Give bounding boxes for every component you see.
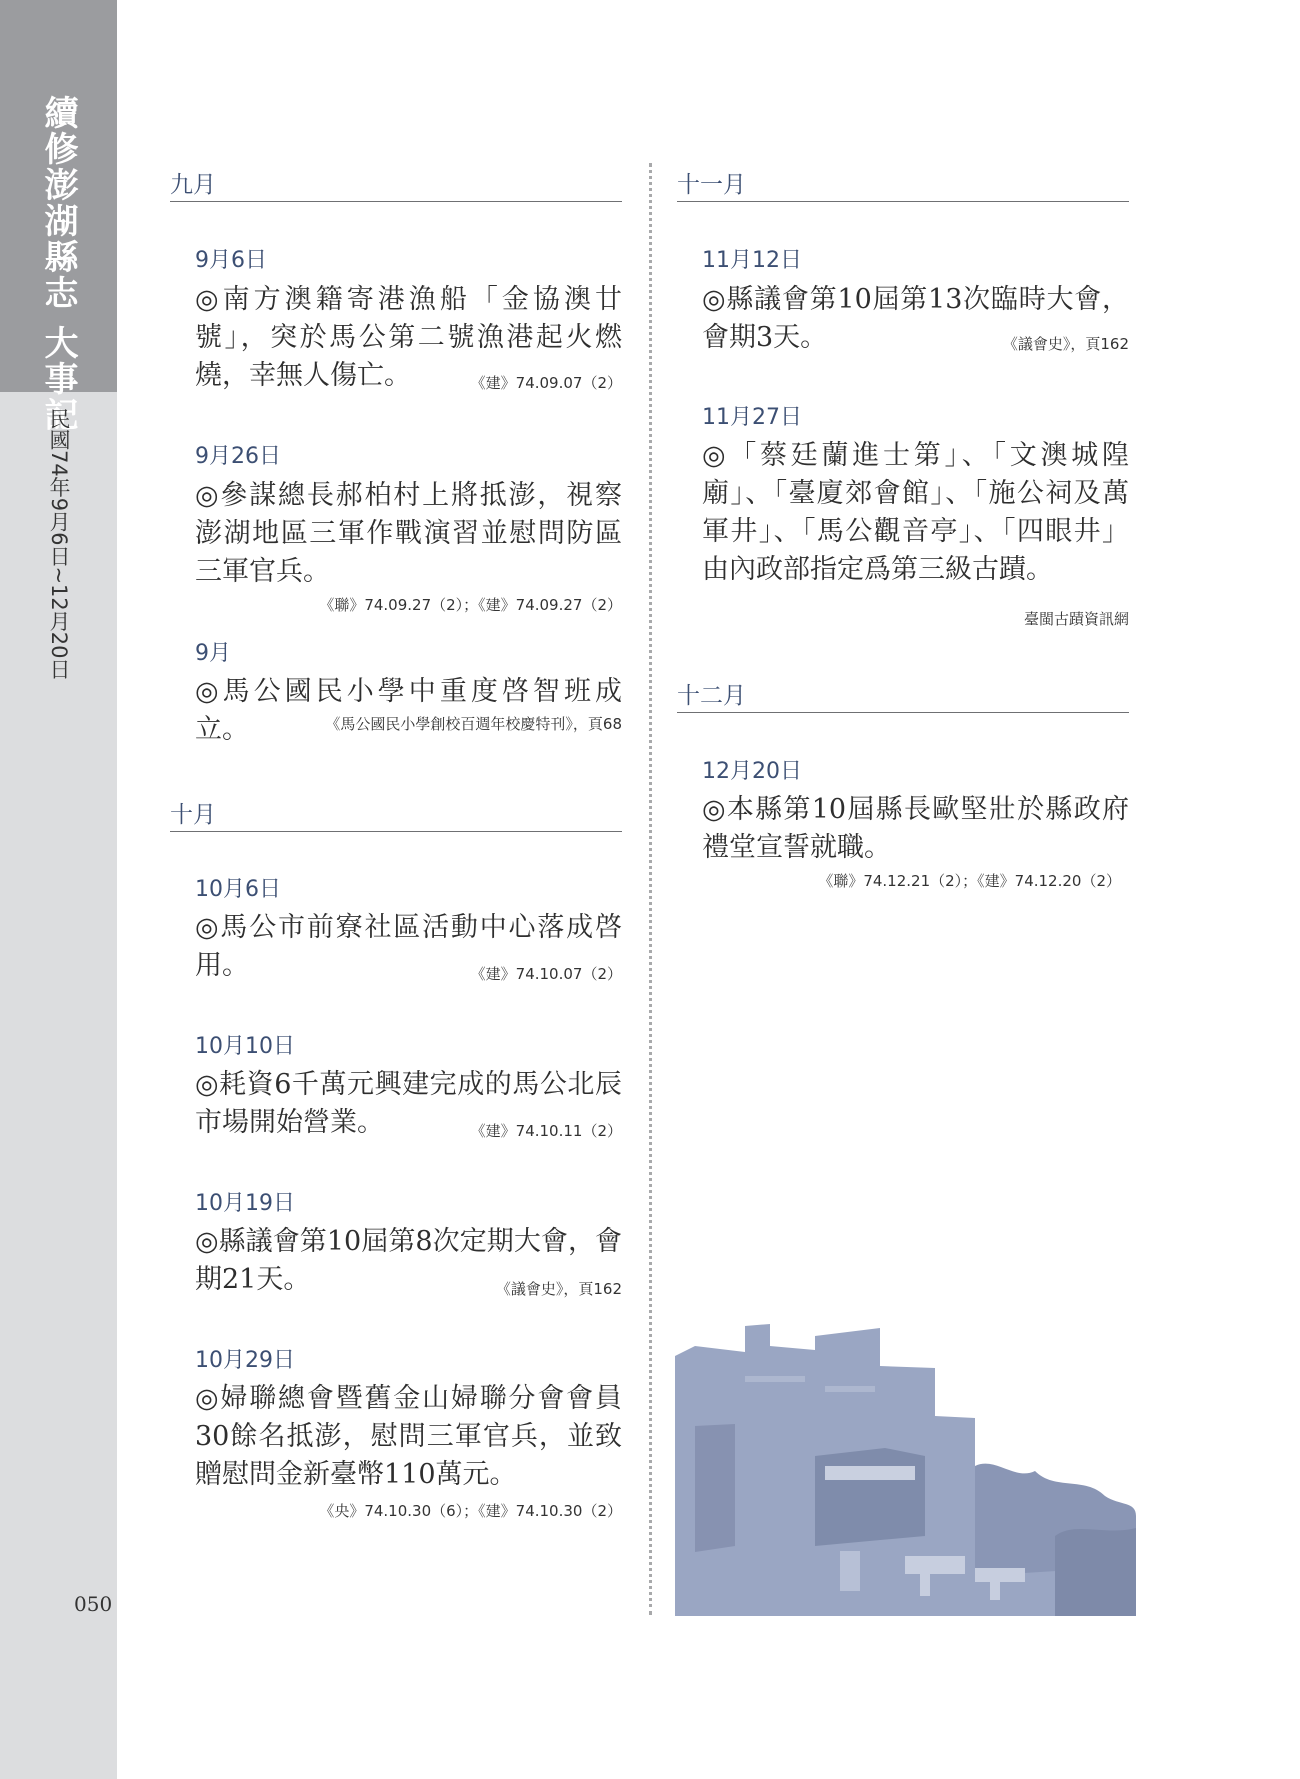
entry-date: 11月12日 bbox=[702, 248, 802, 273]
building-photo bbox=[675, 1306, 1136, 1616]
month-heading-october: 十月 bbox=[170, 796, 622, 832]
entry-text: ◎耗資6千萬元興建完成的馬公北辰市場開始營業。 bbox=[195, 1069, 622, 1138]
entry-citation: 《建》74.10.07（2） bbox=[470, 965, 622, 983]
entry-date: 10月6日 bbox=[195, 877, 281, 902]
entry-text: ◎馬公國民小學中重度啓智班成立。 bbox=[195, 676, 622, 745]
entry-date: 12月20日 bbox=[702, 759, 802, 784]
entry-text: ◎參謀總長郝柏村上將抵澎，視察澎湖地區三軍作戰演習並慰問防區三軍官兵。 bbox=[195, 480, 622, 587]
month-heading-december: 十二月 bbox=[677, 677, 1129, 713]
entry-text: ◎縣議會第10屆第8次定期大會，會期21天。 bbox=[195, 1226, 622, 1295]
entry-citation: 臺閩古蹟資訊網 bbox=[1023, 610, 1129, 628]
entry-text: ◎南方澳籍寄港漁船「金協澳廿號」，突於馬公第二號漁港起火燃燒，幸無人傷亡。 bbox=[195, 284, 622, 391]
entry-citation: 《聯》74.09.27（2）；《建》74.09.27（2） bbox=[319, 596, 622, 614]
entry-text: ◎婦聯總會暨舊金山婦聯分會會員30餘名抵澎，慰問三軍官兵，並致贈慰問金新臺幣110萬元。 bbox=[195, 1383, 622, 1490]
entry-citation: 《建》74.10.11（2） bbox=[470, 1122, 622, 1140]
entry-citation: 《議會史》，頁162 bbox=[495, 1280, 622, 1298]
entry-date: 10月10日 bbox=[195, 1034, 295, 1059]
entry-citation: 《央》74.10.30（6）；《建》74.10.30（2） bbox=[319, 1502, 622, 1520]
entry-date: 9月 bbox=[195, 641, 231, 666]
entry-date: 10月19日 bbox=[195, 1191, 295, 1216]
entry-citation: 《聯》74.12.21（2）；《建》74.12.20（2） bbox=[818, 872, 1121, 890]
column-divider bbox=[649, 163, 652, 1615]
entry-date: 9月26日 bbox=[195, 444, 281, 469]
entry-citation: 《建》74.09.07（2） bbox=[470, 374, 622, 392]
entry-date: 9月6日 bbox=[195, 248, 267, 273]
entry-citation: 《馬公國民小學創校百週年校慶特刊》，頁68 bbox=[325, 715, 622, 733]
entry-date: 10月29日 bbox=[195, 1348, 295, 1373]
entry-text: ◎馬公市前寮社區活動中心落成啓用。 bbox=[195, 912, 622, 981]
month-heading-november: 十一月 bbox=[677, 166, 1129, 202]
entry-citation: 《議會史》，頁162 bbox=[1002, 335, 1129, 353]
entry-text: ◎縣議會第10屆第13次臨時大會，會期3天。 bbox=[702, 284, 1129, 353]
month-heading-september: 九月 bbox=[170, 166, 622, 202]
date-range: 民國74年9月6日~12月20日 bbox=[47, 408, 71, 680]
entry-text: ◎本縣第10屆縣長歐堅壯於縣政府禮堂宣誓就職。 bbox=[702, 794, 1129, 863]
entry-date: 11月27日 bbox=[702, 405, 802, 430]
book-title: 續修澎湖縣志 大事記 bbox=[38, 95, 78, 433]
page-number: 050 bbox=[74, 1592, 113, 1616]
entry-text: ◎「蔡廷蘭進士第」、「文澳城隍廟」、「臺廈郊會館」、「施公祠及萬軍井」、「馬公觀音亭」、「四眼井」由內政部指定爲第三級古蹟。 bbox=[702, 440, 1129, 585]
